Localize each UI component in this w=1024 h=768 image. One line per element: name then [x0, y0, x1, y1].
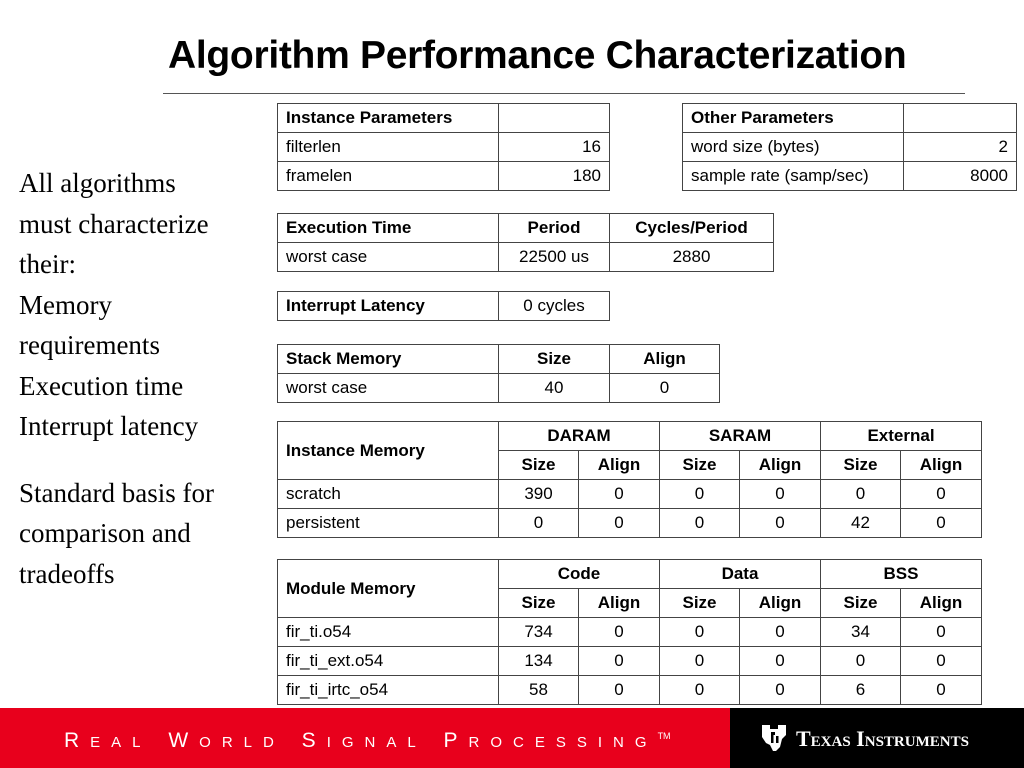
cell-value: 0 [579, 647, 660, 676]
interrupt-latency-label: Interrupt Latency [278, 292, 499, 321]
table-header-row [278, 345, 720, 374]
group-header: Data [660, 560, 821, 589]
instance-memory-table [277, 421, 982, 538]
cell-value: 0 [901, 509, 982, 538]
row-label: worst case [278, 374, 499, 403]
table-row [278, 480, 982, 509]
period-value: 22500 us [499, 243, 610, 272]
group-header: DARAM [499, 422, 660, 451]
size-header: Size [821, 589, 901, 618]
table-row [278, 162, 610, 191]
bullet-line: tradeoffs [19, 558, 115, 589]
size-value: 40 [499, 374, 610, 403]
tagline-text: Real World Signal Processing [64, 729, 658, 752]
table-header-row [278, 422, 982, 451]
footer-tagline [64, 729, 671, 753]
align-header: Align [901, 589, 982, 618]
cycles-header: Cycles/Period [610, 214, 774, 243]
group-header: BSS [821, 560, 982, 589]
cell-value: 0 [660, 509, 740, 538]
align-header: Align [901, 451, 982, 480]
table-row [278, 374, 720, 403]
cell-value: 390 [499, 480, 579, 509]
size-header: Size [821, 451, 901, 480]
ti-logo-block [730, 708, 1024, 768]
bullet-line: Standard basis for [19, 477, 214, 508]
param-name: framelen [278, 162, 499, 191]
table-header-row [683, 104, 1017, 133]
period-header: Period [499, 214, 610, 243]
table-header-row [278, 214, 774, 243]
row-label: scratch [278, 480, 499, 509]
company-name: Texas Instruments [796, 726, 969, 751]
cell-value: 0 [579, 618, 660, 647]
cell-value: 0 [740, 509, 821, 538]
cell-value: 0 [901, 676, 982, 705]
trademark-mark: TM [657, 731, 671, 741]
cell-value: 0 [740, 480, 821, 509]
bullet-text [19, 163, 269, 594]
align-header: Align [740, 589, 821, 618]
bullet-line: their: [19, 249, 76, 279]
bullet-line: must characterize [19, 208, 209, 239]
table-row [278, 292, 610, 321]
param-value: 180 [499, 162, 610, 191]
module-memory-header: Module Memory [278, 560, 499, 618]
align-value: 0 [610, 374, 720, 403]
cell-value: 0 [579, 480, 660, 509]
cell-value: 0 [901, 480, 982, 509]
cell-value: 0 [579, 676, 660, 705]
module-memory-table [277, 559, 982, 705]
instance-memory-header: Instance Memory [278, 422, 499, 480]
size-header: Size [499, 451, 579, 480]
instance-parameters-table [277, 103, 610, 191]
table-row [278, 243, 774, 272]
cell-value: 0 [901, 647, 982, 676]
cell-value: 734 [499, 618, 579, 647]
bullet-line: comparison and [19, 518, 191, 548]
cell-value: 0 [740, 676, 821, 705]
cell-value: 34 [821, 618, 901, 647]
execution-time-header: Execution Time [278, 214, 499, 243]
align-header: Align [579, 589, 660, 618]
bullet-line: requirements [19, 330, 160, 360]
cell-value: 0 [499, 509, 579, 538]
cycles-value: 2880 [610, 243, 774, 272]
cell-value: 0 [579, 509, 660, 538]
row-label: fir_ti_irtc_o54 [278, 676, 499, 705]
cell-value: 0 [660, 618, 740, 647]
param-name: word size (bytes) [683, 133, 904, 162]
title-divider [163, 93, 965, 94]
execution-time-table [277, 213, 774, 272]
table-row [683, 133, 1017, 162]
group-header: Code [499, 560, 660, 589]
cell-value: 6 [821, 676, 901, 705]
cell-value: 0 [660, 676, 740, 705]
bullet-gap [19, 447, 269, 473]
ti-state-icon [758, 723, 790, 753]
page-title: Algorithm Performance Characterization [168, 34, 907, 77]
align-header: Align [740, 451, 821, 480]
interrupt-latency-table [277, 291, 610, 321]
stack-memory-table [277, 344, 720, 403]
cell-value: 134 [499, 647, 579, 676]
size-header: Size [660, 589, 740, 618]
row-label: persistent [278, 509, 499, 538]
param-value: 16 [499, 133, 610, 162]
size-header: Size [660, 451, 740, 480]
table-row [278, 618, 982, 647]
other-parameters-table [682, 103, 1017, 191]
cell-value: 42 [821, 509, 901, 538]
instance-parameters-header: Instance Parameters [278, 104, 499, 133]
bullet-line: Interrupt latency [19, 411, 199, 441]
cell-value: 0 [821, 480, 901, 509]
table-row [278, 133, 610, 162]
table-row [683, 162, 1017, 191]
row-label: worst case [278, 243, 499, 272]
align-header: Align [579, 451, 660, 480]
row-label: fir_ti_ext.o54 [278, 647, 499, 676]
stack-memory-header: Stack Memory [278, 345, 499, 374]
row-label: fir_ti.o54 [278, 618, 499, 647]
cell-value: 0 [821, 647, 901, 676]
table-row [278, 509, 982, 538]
interrupt-latency-value: 0 cycles [499, 292, 610, 321]
bullet-line: All algorithms [19, 168, 176, 198]
table-header-row [278, 560, 982, 589]
cell-value: 58 [499, 676, 579, 705]
empty-cell [904, 104, 1017, 133]
table-row [278, 676, 982, 705]
cell-value: 0 [660, 647, 740, 676]
footer-bar [0, 708, 1024, 768]
group-header: SARAM [660, 422, 821, 451]
cell-value: 0 [901, 618, 982, 647]
bullet-line: Memory [19, 289, 112, 320]
param-name: filterlen [278, 133, 499, 162]
cell-value: 0 [740, 618, 821, 647]
bullet-line: Execution time [19, 370, 184, 401]
param-name: sample rate (samp/sec) [683, 162, 904, 191]
table-row [278, 647, 982, 676]
other-parameters-header: Other Parameters [683, 104, 904, 133]
align-header: Align [610, 345, 720, 374]
empty-cell [499, 104, 610, 133]
param-value: 2 [904, 133, 1017, 162]
cell-value: 0 [660, 480, 740, 509]
cell-value: 0 [740, 647, 821, 676]
size-header: Size [499, 589, 579, 618]
param-value: 8000 [904, 162, 1017, 191]
size-header: Size [499, 345, 610, 374]
group-header: External [821, 422, 982, 451]
table-header-row [278, 104, 610, 133]
